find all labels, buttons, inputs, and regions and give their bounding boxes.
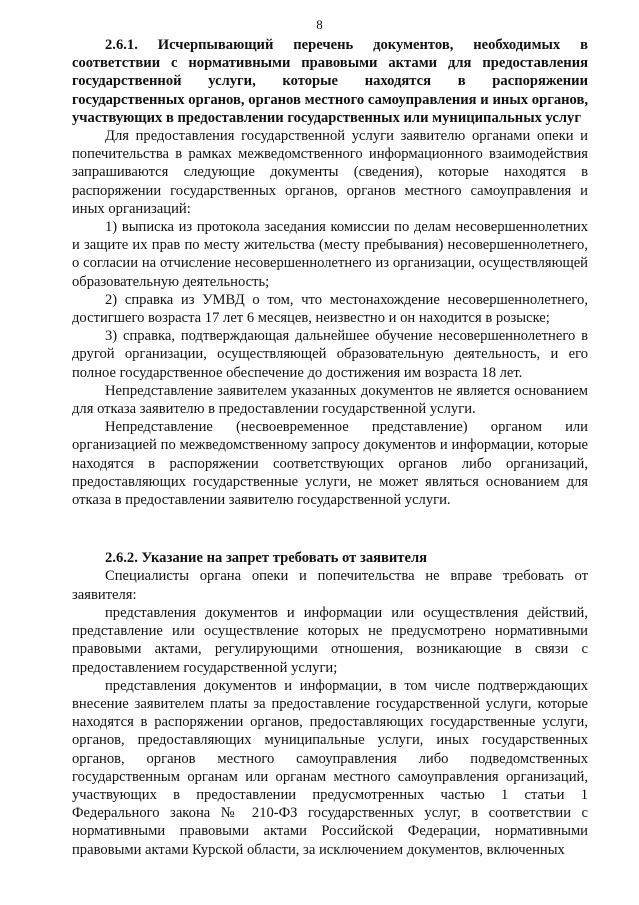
paragraph-prohibition-1: представления документов и информации или осуществления действий, представление или осуществление которых не предусмотрено нормативными правовыми актами, регулирующими отношения, возникающие в связи с предоставлением государственной услуги;	[72, 604, 588, 676]
list-item-3: 3) справка, подтверждающая дальнейшее обучение несовершеннолетнего в другой организации, осуществляющей образовательную деятельность, и его полное государственное обеспечение до достижения им возраста 18 лет.	[72, 328, 588, 381]
paragraph-note-2: Непредставление (несвоевременное представление) органом или организацией по межведомственному запросу документов и информации, которые находятся в распоряжении соответствующих органов либо организаций, предоставляющих государственные услуги, не может являться основанием для отказа в предоставлении заявителю государственной услуги.	[72, 419, 588, 509]
section-heading-2-6-1: 2.6.1. Исчерпывающий перечень документов, необходимых в соответствии с нормативными правовыми актами для предоставления государственной услуги, которые находятся в распоряжении государственных органов, органов местного самоуправления и иных органов, участвующих в предоставлении государственных или муниципальных услуг	[72, 37, 588, 126]
list-item-1: 1) выписка из протокола заседания комиссии по делам несовершеннолетних и защите их прав по месту жительства (месту пребывания) несовершеннолетнего, о согласии на отчисление несовершеннолетнего из организации, осуществляющей образовательную деятельность;	[72, 219, 588, 290]
section-heading-2-6-2: 2.6.2. Указание на запрет требовать от заявителя	[105, 550, 428, 567]
paragraph-intro: Для предоставления государственной услуги заявителю органами опеки и попечительства в рамках межведомственного информационного взаимодействия запрашиваются следующие документы (сведения), которые находятся в распоряжении государственных органов, органов местного самоуправления и иных организаций:	[72, 128, 588, 217]
list-item-2: 2) справка из УМВД о том, что местонахождение несовершеннолетнего, достигшего возраста 17 лет 6 месяцев, неизвестно и он находится в розыске;	[72, 291, 588, 327]
paragraph-prohibition-2: представления документов и информации, в том числе подтверждающих внесение заявителем платы за предоставление государственной услуги, которые находятся в распоряжении органов, предоставляющих государственные услуги, органов, предоставляющих муниципальные услуги, иных государственных органов, органов местного самоуправления либо подведомственных государственным органам или органам местного самоуправления организаций, участвующих в предоставлении предусмотренных частью 1 статьи 1 Федерального закона № 210-ФЗ государственных услуг, в соответствии с нормативными правовыми актами Российской Федерации, нормативными правовыми актами Курской области, за исключением документов, включенных	[72, 677, 588, 858]
page-content	[72, 36, 588, 859]
section-spacer	[72, 509, 588, 549]
paragraph-note-1: Непредставление заявителем указанных документов не является основанием для отказа заявителю в предоставлении государственной услуги.	[72, 382, 588, 418]
paragraph-prohibition-intro: Специалисты органа опеки и попечительства не вправе требовать от заявителя:	[72, 568, 588, 603]
page-number: 8	[316, 17, 323, 32]
